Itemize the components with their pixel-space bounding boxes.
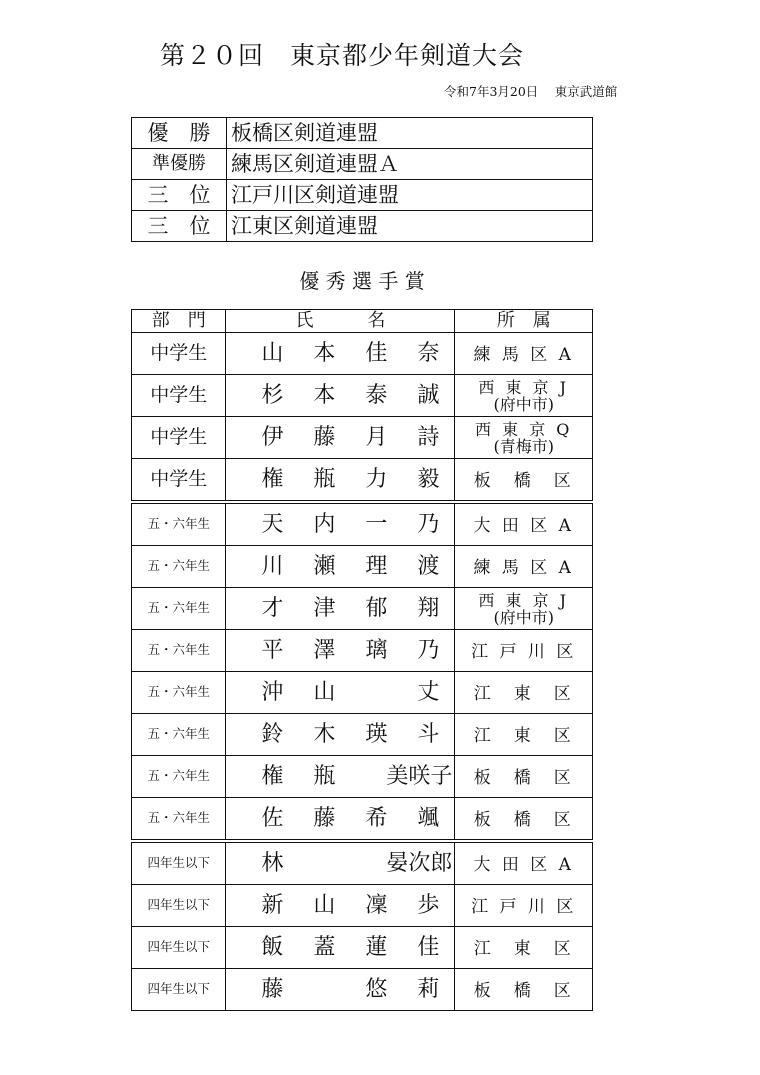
name-characters [226, 511, 454, 537]
name-char: 本 [313, 340, 336, 366]
name-characters [226, 892, 454, 918]
name-char [298, 979, 350, 1001]
affiliation-two-line [455, 379, 592, 413]
name-char: 杉 [261, 382, 284, 408]
name-char: 津 [313, 595, 336, 621]
category-cell: 五・六年生 [132, 630, 226, 672]
header-name: 氏 名 [226, 310, 455, 333]
name-char: 鈴 [261, 721, 284, 747]
affiliation-name: 練 馬 区 A [473, 558, 574, 578]
affiliation-cell [455, 375, 593, 417]
results-row [132, 211, 593, 242]
name-cell [226, 375, 455, 417]
name-char: 一 [365, 511, 388, 537]
name-cell [226, 841, 455, 885]
affiliation-name: 西 東 京 Q [475, 419, 573, 439]
name-char: 藤 [313, 424, 336, 450]
name-char: 沖 [261, 679, 284, 705]
results-row [132, 149, 593, 180]
name-char: 乃 [417, 511, 440, 537]
affiliation-name: 西 東 京 J [478, 377, 570, 397]
name-char: 木 [313, 721, 336, 747]
affiliation-name: 西 東 京 J [478, 590, 570, 610]
name-cell [226, 798, 455, 842]
table-row [132, 969, 593, 1011]
name-char: 平 [261, 637, 284, 663]
name-char: 希 [365, 805, 388, 831]
affiliation-name: 江 戸 川 区 [471, 642, 577, 662]
name-char: 山 [313, 892, 336, 918]
name-char: 乃 [417, 637, 440, 663]
name-char: 莉 [417, 976, 440, 1002]
affiliation-two-line [455, 421, 592, 455]
name-cell [226, 885, 455, 927]
name-char: 林 [261, 850, 284, 876]
category-cell: 四年生以下 [132, 885, 226, 927]
name-cell [226, 333, 455, 375]
table-row [132, 672, 593, 714]
affiliation-city: (府中市) [493, 607, 554, 627]
name-char: 詩 [417, 424, 440, 450]
table-row [132, 502, 593, 546]
affiliation-cell [455, 459, 593, 503]
page-title: 第２０回 東京都少年剣道大会 [160, 41, 525, 70]
results-row [132, 180, 593, 211]
name-characters [226, 805, 454, 831]
name-characters [226, 382, 454, 408]
affiliation-cell [455, 546, 593, 588]
name-characters [226, 976, 454, 1002]
affiliation-cell [455, 798, 593, 842]
table-row [132, 714, 593, 756]
awards-table [131, 309, 593, 1011]
table-row [132, 459, 593, 503]
table-row [132, 841, 593, 885]
category-cell: 四年生以下 [132, 841, 226, 885]
name-char: 新 [261, 892, 284, 918]
name-char: 才 [261, 595, 284, 621]
name-char: 力 [365, 466, 388, 492]
name-char: 本 [313, 382, 336, 408]
table-row [132, 546, 593, 588]
table-row [132, 756, 593, 798]
affiliation-cell [455, 672, 593, 714]
table-row [132, 417, 593, 459]
name-char [298, 853, 350, 875]
affiliation-city: (青梅市) [493, 436, 554, 456]
affiliation-name: 練 馬 区 A [473, 345, 574, 365]
name-char: 颯 [417, 805, 440, 831]
category-cell: 五・六年生 [132, 672, 226, 714]
name-characters [226, 553, 454, 579]
affiliation-cell [455, 841, 593, 885]
name-char: 佐 [261, 805, 284, 831]
name-char: 藤 [313, 805, 336, 831]
category-cell: 四年生以下 [132, 969, 226, 1011]
name-char: 飯 [261, 934, 284, 960]
rank-label: 準優勝 [132, 149, 227, 180]
name-cell [226, 756, 455, 798]
category-cell: 五・六年生 [132, 798, 226, 842]
team-name: 江戸川区剣道連盟 [227, 180, 593, 211]
table-row [132, 798, 593, 842]
category-cell: 五・六年生 [132, 756, 226, 798]
name-char: 伊 [261, 424, 284, 450]
name-char: 悠 [365, 976, 388, 1002]
affiliation-name: 江 東 区 [473, 939, 574, 959]
header-category: 部 門 [132, 310, 226, 333]
name-cell [226, 927, 455, 969]
affiliation-cell [455, 333, 593, 375]
awards-body [132, 333, 593, 1011]
rank-label: 三 位 [132, 211, 227, 242]
name-char: 翔 [417, 595, 440, 621]
name-cell [226, 630, 455, 672]
table-row [132, 333, 593, 375]
name-char: 丈 [417, 679, 440, 705]
affiliation-cell [455, 969, 593, 1011]
affiliation-name: 大 田 区 A [473, 516, 574, 536]
name-char: 泰 [365, 382, 388, 408]
name-char: 瓶 [313, 466, 336, 492]
affiliation-name: 板 橋 区 [473, 810, 574, 830]
name-char: 毅 [417, 466, 440, 492]
affiliation-name: 板 橋 区 [473, 768, 574, 788]
category-cell: 中学生 [132, 375, 226, 417]
name-characters [226, 679, 454, 705]
name-char: 瀬 [313, 553, 336, 579]
affiliation-name: 江 東 区 [473, 684, 574, 704]
name-char: 瑛 [365, 721, 388, 747]
name-characters [226, 721, 454, 747]
name-char: 山 [313, 679, 336, 705]
category-cell: 五・六年生 [132, 588, 226, 630]
name-char: 権 [261, 466, 284, 492]
name-characters [226, 595, 454, 621]
name-char: 誠 [417, 382, 440, 408]
affiliation-name: 板 橋 区 [473, 981, 574, 1001]
affiliation-cell [455, 502, 593, 546]
name-char: 蓋 [313, 934, 336, 960]
name-cell [226, 417, 455, 459]
name-characters [226, 340, 454, 366]
name-char: 晏次郎 [386, 850, 453, 876]
affiliation-cell [455, 714, 593, 756]
name-char: 凜 [365, 892, 388, 918]
name-char: 内 [313, 511, 336, 537]
affiliation-cell [455, 927, 593, 969]
team-name: 練馬区剣道連盟Ａ [227, 149, 593, 180]
team-name: 江東区剣道連盟 [227, 211, 593, 242]
name-char: 佳 [365, 340, 388, 366]
affiliation-cell [455, 630, 593, 672]
name-cell [226, 969, 455, 1011]
name-cell [226, 546, 455, 588]
name-cell [226, 502, 455, 546]
affiliation-two-line [455, 592, 592, 626]
name-characters [226, 850, 454, 876]
affiliation-cell [455, 885, 593, 927]
name-char: 理 [365, 553, 388, 579]
category-cell: 中学生 [132, 459, 226, 503]
rank-label: 優 勝 [132, 118, 227, 149]
table-row [132, 375, 593, 417]
affiliation-cell [455, 756, 593, 798]
name-characters [226, 763, 454, 789]
name-char: 蓮 [365, 934, 388, 960]
name-char: 歩 [417, 892, 440, 918]
name-cell [226, 672, 455, 714]
name-char: 天 [261, 511, 284, 537]
header-affiliation: 所 属 [455, 310, 593, 333]
name-char: 郁 [365, 595, 388, 621]
name-char: 澤 [313, 637, 336, 663]
date-venue: 令和7年3月20日 東京武道館 [444, 84, 618, 99]
name-cell [226, 459, 455, 503]
name-char: 藤 [261, 976, 284, 1002]
table-row [132, 927, 593, 969]
name-char: 渡 [417, 553, 440, 579]
affiliation-cell [455, 417, 593, 459]
name-char: 美咲子 [386, 763, 453, 789]
rank-label: 三 位 [132, 180, 227, 211]
affiliation-name: 江 東 区 [473, 726, 574, 746]
category-cell: 五・六年生 [132, 502, 226, 546]
team-name: 板橋区剣道連盟 [227, 118, 593, 149]
results-table [131, 117, 593, 242]
category-cell: 五・六年生 [132, 714, 226, 756]
name-char: 奈 [417, 340, 440, 366]
name-characters [226, 424, 454, 450]
table-row [132, 588, 593, 630]
category-cell: 五・六年生 [132, 546, 226, 588]
results-row [132, 118, 593, 149]
name-char: 山 [261, 340, 284, 366]
affiliation-name: 板 橋 区 [473, 471, 574, 491]
name-char: 権 [261, 763, 284, 789]
name-char: 璃 [365, 637, 388, 663]
name-char: 斗 [417, 721, 440, 747]
affiliation-name: 大 田 区 A [473, 855, 574, 875]
name-char: 佳 [417, 934, 440, 960]
category-cell: 四年生以下 [132, 927, 226, 969]
name-char: 月 [365, 424, 388, 450]
category-cell: 中学生 [132, 333, 226, 375]
affiliation-name: 江 戸 川 区 [471, 897, 577, 917]
awards-header-row [132, 310, 593, 333]
table-row [132, 630, 593, 672]
name-characters [226, 637, 454, 663]
table-row [132, 885, 593, 927]
affiliation-city: (府中市) [493, 394, 554, 414]
name-char [350, 682, 402, 704]
name-cell [226, 588, 455, 630]
name-characters [226, 466, 454, 492]
award-section-title: 優 秀 選 手 賞 [299, 269, 425, 293]
category-cell: 中学生 [132, 417, 226, 459]
name-cell [226, 714, 455, 756]
name-char: 川 [261, 553, 284, 579]
affiliation-cell [455, 588, 593, 630]
name-characters [226, 934, 454, 960]
name-char: 瓶 [313, 763, 336, 789]
